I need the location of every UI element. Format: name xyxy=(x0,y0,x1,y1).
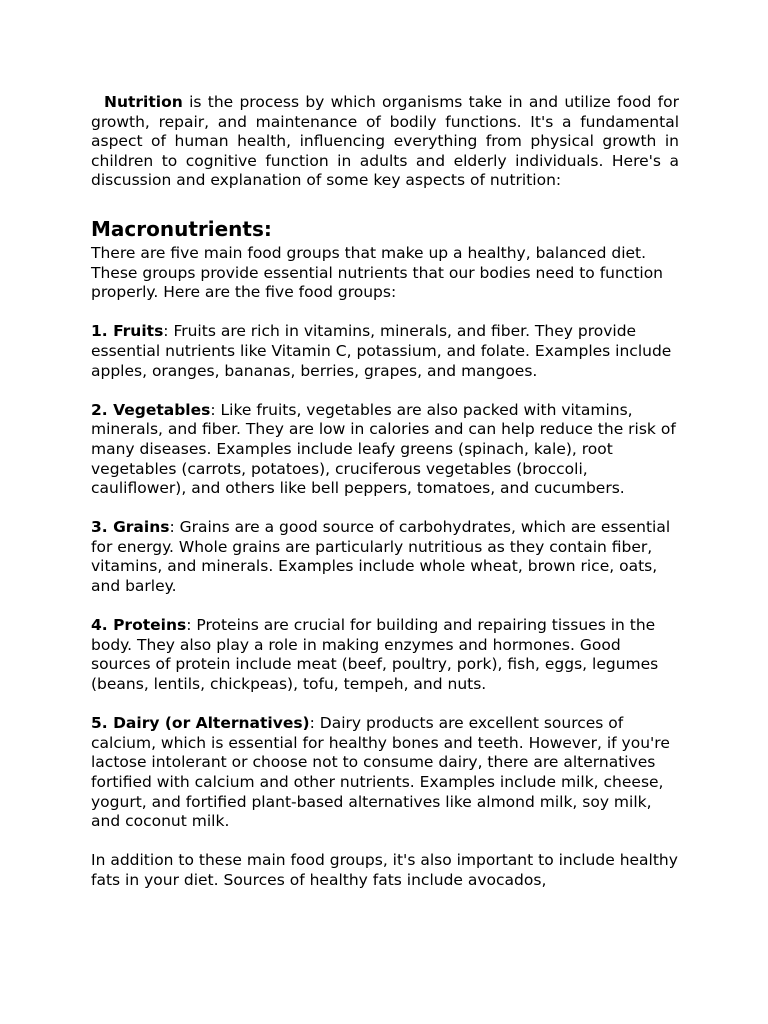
food-group-text: : Like fruits, vegetables are also packed with vitamins, minerals, and fiber. They are low in calories and can help reduce the risk of many diseases. Examples include leafy greens (spinach, kale), root vegetables (carrots, potatoes), cruciferous vegetables (broccoli, cauliflower), and others like bell peppers, tomatoes, and cucumbers. xyxy=(91,400,676,498)
food-group-label: 4. Proteins xyxy=(91,616,187,635)
section-heading: Macronutrients: xyxy=(91,216,272,241)
section-overview: There are five main food groups that make up a healthy, balanced diet. These groups provide essential nutrients that our bodies need to function properly. Here are the five food groups: xyxy=(91,243,664,302)
document-page xyxy=(91,93,679,891)
food-group-label: 2. Vegetables xyxy=(91,400,211,419)
food-group-text: : Proteins are crucial for building and repairing tissues in the body. They also play a role in making enzymes and hormones. Good sources of protein include meat (beef, poultry, pork), fish, eggs, legumes (beans, lentils, chickpeas), tofu, tempeh, and nuts. xyxy=(91,616,659,694)
intro-text: is the process by which organisms take in and utilize food for growth, repair, and maintenance of bodily functions. It's a fundamental aspect of human health, influencing everything from physical growth in children to cognitive function in adults and elderly individuals. Here's a discussion and explanation of some key aspects of nutrition: xyxy=(91,93,679,190)
food-group-vegetables xyxy=(91,401,679,499)
food-group-proteins xyxy=(91,616,679,694)
food-group-fruits xyxy=(91,322,679,381)
food-group-label: 1. Fruits xyxy=(91,322,164,341)
closing-paragraph: In addition to these main food groups, it's also important to include healthy fats in your diet. Sources of healthy fats include avocados, xyxy=(91,851,678,889)
food-group-text: : Dairy products are excellent sources of calcium, which is essential for healthy bones and teeth. However, if you're lactose intolerant or choose not to consume dairy, there are alternatives fortified with calcium and other nutrients. Examples include milk, cheese, yogurt, and fortified plant-based alternatives like almond milk, soy milk, and coconut milk. xyxy=(91,714,670,831)
intro-term: Nutrition xyxy=(104,93,183,111)
food-group-dairy xyxy=(91,714,679,832)
section-body xyxy=(91,244,679,891)
food-group-text: : Fruits are rich in vitamins, minerals, and fiber. They provide essential nutrients like Vitamin C, potassium, and folate. Examples include apples, oranges, bananas, berries, grapes, and mangoes. xyxy=(91,322,672,380)
food-group-label: 3. Grains xyxy=(91,518,170,537)
food-group-text: : Grains are a good source of carbohydrates, which are essential for energy. Whole grains are particularly nutritious as they contain fiber, vitamins, and minerals. Examples include whole wheat, brown rice, oats, and barley. xyxy=(91,518,671,596)
food-group-label: 5. Dairy (or Alternatives) xyxy=(91,714,310,733)
intro-paragraph xyxy=(91,93,679,191)
food-group-grains xyxy=(91,518,679,596)
